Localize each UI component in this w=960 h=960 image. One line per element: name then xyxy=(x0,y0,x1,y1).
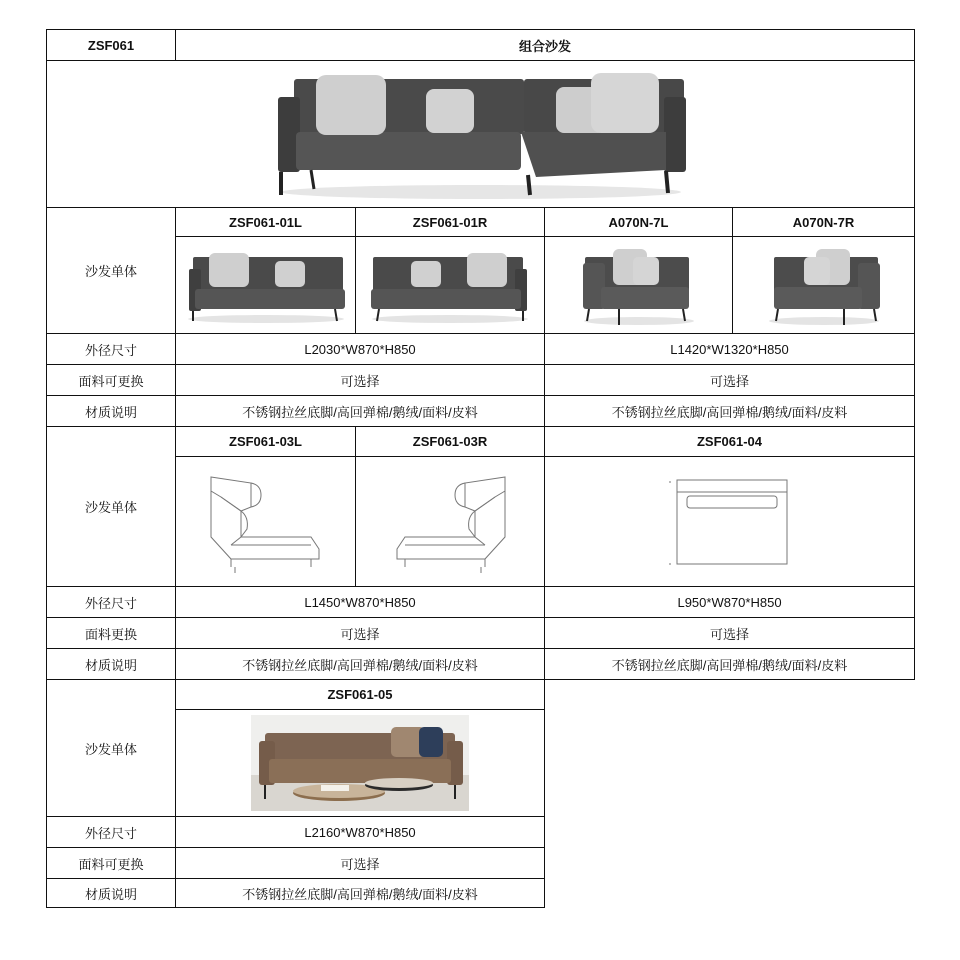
section1-material-label: 材质说明 xyxy=(47,396,176,427)
section1-material-a: 不锈钢拉丝底脚/高回弹棉/鹅绒/面料/皮料 xyxy=(176,396,545,427)
ottoman-04-drawing xyxy=(665,472,795,572)
product-name: 组合沙发 xyxy=(176,30,915,61)
section2-fabric-b: 可选择 xyxy=(545,618,915,649)
section2-dims-label: 外径尺寸 xyxy=(47,587,176,618)
section1-dims-b: L1420*W1320*H850 xyxy=(545,334,915,365)
section2-fabric-a: 可选择 xyxy=(176,618,545,649)
chair-7l-photo xyxy=(579,243,699,327)
sofa-05-photo xyxy=(251,715,469,811)
section1-dims-a: L2030*W870*H850 xyxy=(176,334,545,365)
section2-model-3: ZSF061-04 xyxy=(545,427,915,457)
section1-fabric-b: 可选择 xyxy=(545,365,915,396)
section1-image-4 xyxy=(733,237,915,334)
section1-model-4: A070N-7R xyxy=(733,208,915,237)
hero-image-cell xyxy=(47,61,915,208)
section2-image-2 xyxy=(356,457,545,587)
empty-area xyxy=(545,680,915,908)
section2-dims-a: L1450*W870*H850 xyxy=(176,587,545,618)
section3-model: ZSF061-05 xyxy=(176,680,545,710)
section3-material-label: 材质说明 xyxy=(47,879,176,908)
section2-dims-b: L950*W870*H850 xyxy=(545,587,915,618)
section3-dims-label: 外径尺寸 xyxy=(47,817,176,848)
section1-material-b: 不锈钢拉丝底脚/高回弹棉/鹅绒/面料/皮料 xyxy=(545,396,915,427)
section2-model-1: ZSF061-03L xyxy=(176,427,356,457)
section3-dims: L2160*W870*H850 xyxy=(176,817,545,848)
section2-image-1 xyxy=(176,457,356,587)
section1-fabric-label: 面料可更换 xyxy=(47,365,176,396)
chaise-03r-drawing xyxy=(385,467,515,577)
section1-image-1 xyxy=(176,237,356,334)
section3-image xyxy=(176,710,545,817)
section3-material: 不锈钢拉丝底脚/高回弹棉/鹅绒/面料/皮料 xyxy=(176,879,545,908)
section3-unit-label: 沙发单体 xyxy=(47,680,176,817)
section1-model-3: A070N-7L xyxy=(545,208,733,237)
section1-fabric-a: 可选择 xyxy=(176,365,545,396)
section2-material-label: 材质说明 xyxy=(47,649,176,680)
section2-model-2: ZSF061-03R xyxy=(356,427,545,457)
section2-material-b: 不锈钢拉丝底脚/高回弹棉/鹅绒/面料/皮料 xyxy=(545,649,915,680)
section2-unit-label: 沙发单体 xyxy=(47,427,176,587)
section1-image-3 xyxy=(545,237,733,334)
sofa-01l-photo xyxy=(183,245,349,325)
sofa-01r-photo xyxy=(367,245,533,325)
section2-fabric-label: 面料更换 xyxy=(47,618,176,649)
section3-fabric: 可选择 xyxy=(176,848,545,879)
section2-material-a: 不锈钢拉丝底脚/高回弹棉/鹅绒/面料/皮料 xyxy=(176,649,545,680)
section1-model-1: ZSF061-01L xyxy=(176,208,356,237)
product-spec-table xyxy=(46,29,915,908)
section1-dims-label: 外径尺寸 xyxy=(47,334,176,365)
chaise-03l-drawing xyxy=(201,467,331,577)
section3-fabric-label: 面料可更换 xyxy=(47,848,176,879)
chair-7r-photo xyxy=(764,243,884,327)
section1-image-2 xyxy=(356,237,545,334)
section1-unit-label: 沙发单体 xyxy=(47,208,176,334)
section2-image-3 xyxy=(545,457,915,587)
section1-model-2: ZSF061-01R xyxy=(356,208,545,237)
sectional-sofa-photo xyxy=(266,67,696,202)
product-code: ZSF061 xyxy=(47,30,176,61)
